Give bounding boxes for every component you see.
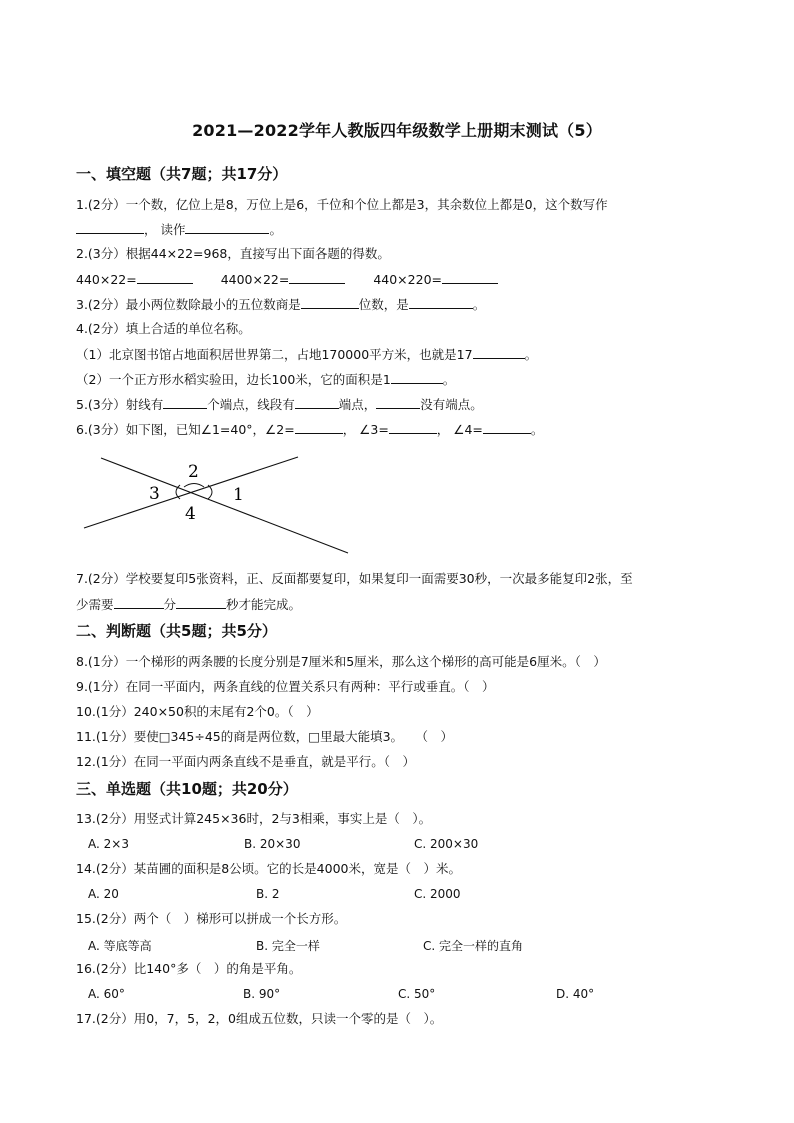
answer-blank[interactable] [442, 271, 498, 284]
question-1-line-1: 1.(2分）一个数，亿位上是8，万位上是6，千位和个位上都是3，其余数位上都是0，这个数写作 [76, 197, 608, 212]
answer-blank[interactable] [289, 271, 345, 284]
question-8: 8.(1分）一个梯形的两条腰的长度分别是7厘米和5厘米，那么这个梯形的高可能是6厘米。（ ） [76, 654, 606, 669]
option-b[interactable]: B. 完全一样 [256, 939, 320, 953]
answer-blank[interactable] [295, 396, 339, 409]
question-13: 13.(2分）用竖式计算245×36时，2与3相乘，事实上是（ ）。 [76, 811, 432, 826]
question-4: 4.(2分）填上合适的单位名称。 [76, 321, 251, 336]
question-11: 11.(1分）要使□345÷45的商是两位数，□里最大能填3。 （ ） [76, 729, 454, 744]
page-title: 2021—2022学年人教版四年级数学上册期末测试（5） [192, 121, 602, 140]
answer-blank[interactable] [483, 421, 531, 434]
option-b[interactable]: B. 90° [243, 987, 281, 1001]
answer-blank[interactable] [389, 421, 437, 434]
option-d[interactable]: D. 40° [556, 987, 595, 1001]
answer-blank[interactable] [301, 296, 359, 309]
angle-label-2: 2 [188, 462, 199, 482]
question-4-item-1: （1）北京图书馆占地面积居世界第二，占地170000平方米，也就是17 。 [76, 347, 538, 362]
question-5: 5.(3分）射线有 个端点，线段有 端点， 没有端点。 [76, 397, 483, 412]
question-10: 10.(1分）240×50积的末尾有2个0。（ ） [76, 704, 319, 719]
question-7-line-2: 少需要 分 秒才能完成。 [76, 597, 302, 612]
option-b[interactable]: B. 2 [256, 887, 280, 901]
angle-label-3: 3 [149, 484, 160, 504]
question-16: 16.(2分）比140°多（ ）的角是平角。 [76, 961, 302, 976]
answer-blank[interactable] [391, 371, 443, 384]
option-a[interactable]: A. 2×3 [88, 837, 129, 851]
section-heading-fill-blank: 一、填空题（共7题；共17分） [76, 165, 288, 183]
figure-line-a [101, 458, 348, 553]
angle-label-4: 4 [185, 504, 196, 524]
answer-blank[interactable] [409, 296, 473, 309]
question-12: 12.(1分）在同一平面内两条直线不是垂直，就是平行。（ ） [76, 754, 415, 769]
option-c[interactable]: C. 50° [398, 987, 436, 1001]
answer-blank[interactable] [473, 346, 525, 359]
question-2-subitems: 440×22= 4400×22= 440×220= [76, 271, 498, 288]
option-a[interactable]: A. 60° [88, 987, 125, 1001]
answer-blank[interactable] [114, 596, 164, 609]
answer-blank[interactable] [295, 421, 343, 434]
answer-blank[interactable] [176, 596, 226, 609]
option-a[interactable]: A. 20 [88, 887, 119, 901]
section-heading-multiple-choice: 三、单选题（共10题；共20分） [76, 780, 298, 798]
question-6: 6.(3分）如下图，已知∠1=40°，∠2= ， ∠3= ， ∠4= 。 [76, 422, 544, 437]
answer-blank[interactable] [185, 221, 269, 234]
answer-blank[interactable] [137, 271, 193, 284]
section-heading-true-false: 二、判断题（共5题；共5分） [76, 622, 277, 640]
question-14: 14.(2分）某苗圃的面积是8公顷。它的长是4000米，宽是（ ）米。 [76, 861, 461, 876]
option-c[interactable]: C. 完全一样的直角 [423, 939, 524, 953]
answer-blank[interactable] [376, 396, 420, 409]
question-7-line-1: 7.(2分）学校要复印5张资料，正、反面都要复印，如果复印一面需要30秒，一次最多能复印2张，至 [76, 571, 633, 586]
question-15: 15.(2分）两个（ ）梯形可以拼成一个长方形。 [76, 911, 347, 926]
question-3: 3.(2分）最小两位数除最小的五位数商是 位数，是 。 [76, 297, 486, 312]
angle-label-1: 1 [233, 485, 244, 505]
question-17: 17.(2分）用0，7，5，2，0组成五位数，只读一个零的是（ ）。 [76, 1011, 443, 1026]
option-c[interactable]: C. 2000 [414, 887, 461, 901]
answer-blank[interactable] [163, 396, 207, 409]
question-2: 2.(3分）根据44×22=968，直接写出下面各题的得数。 [76, 246, 390, 261]
option-c[interactable]: C. 200×30 [414, 837, 479, 851]
question-9: 9.(1分）在同一平面内，两条直线的位置关系只有两种：平行或垂直。（ ） [76, 679, 495, 694]
option-b[interactable]: B. 20×30 [244, 837, 301, 851]
angle-figure [76, 450, 356, 558]
question-1-line-2: ， 读作 。 [76, 221, 282, 238]
question-4-item-2: （2）一个正方形水稻实验田，边长100米，它的面积是1 。 [76, 372, 456, 387]
answer-blank[interactable] [76, 221, 144, 234]
option-a[interactable]: A. 等底等高 [88, 939, 152, 953]
angle-arc-top [184, 484, 204, 488]
